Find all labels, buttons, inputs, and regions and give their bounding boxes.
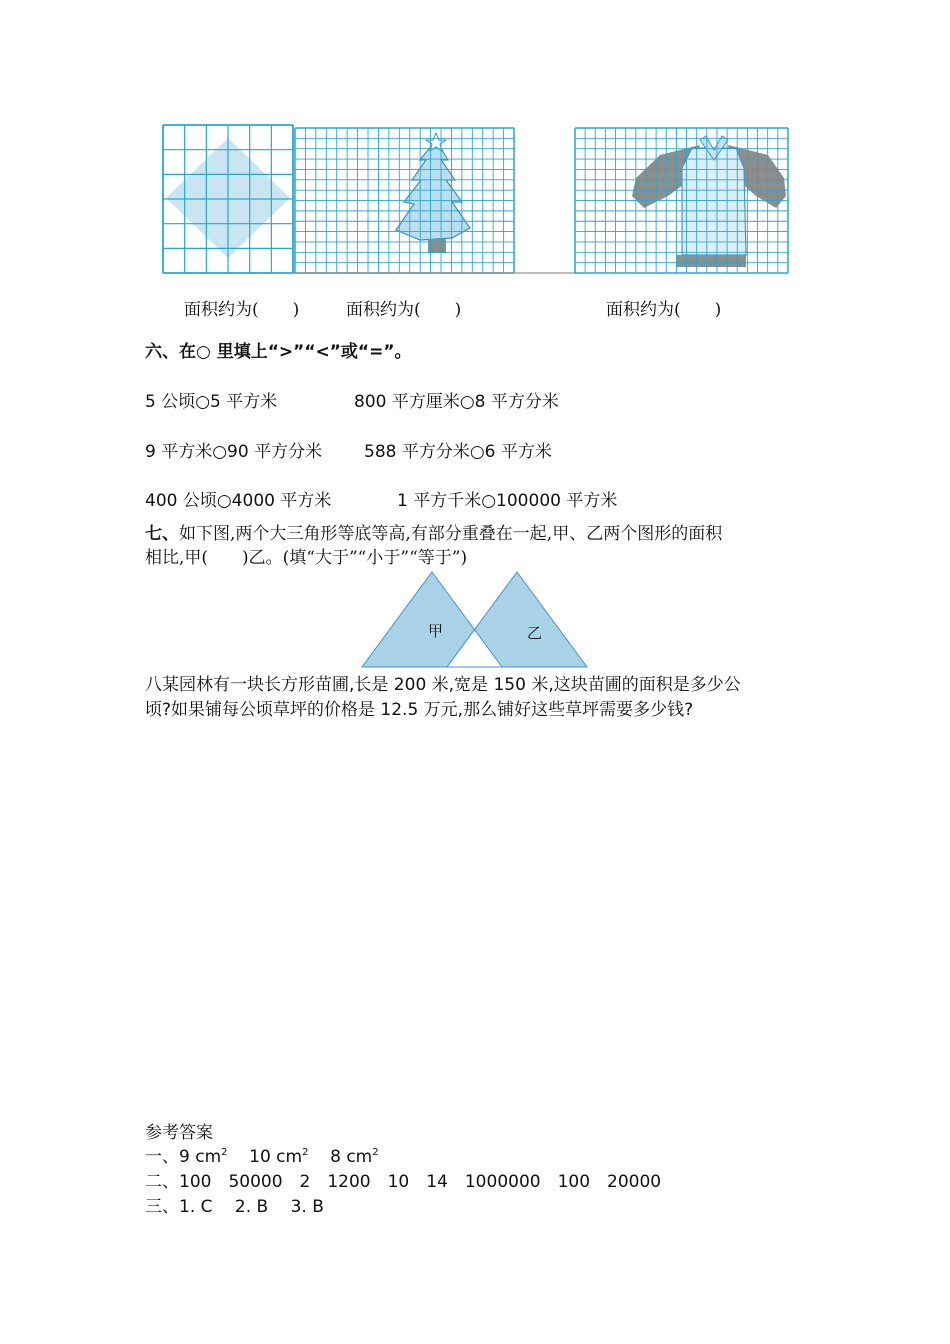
area-label-2: 面积约为( ) [346, 300, 462, 320]
comparison-2a: 9 平方米○90 平方分米 [145, 442, 323, 462]
grid-figure-2 [295, 128, 514, 273]
area-label-3: 面积约为( ) [606, 300, 722, 320]
comparison-3a: 400 公顷○4000 平方米 [145, 491, 332, 511]
section8-line1: 八某园林有一块长方形苗圃,长是 200 米,宽是 150 米,这块苗圃的面积是多少公 [145, 675, 741, 695]
answer-1-item: 10 cm [249, 1147, 303, 1167]
section6-title: 六、在○ 里填上“>”“<”或“=”。 [145, 342, 412, 362]
grid-figure-1 [163, 125, 293, 273]
answer-1-item: 8 cm [330, 1147, 373, 1167]
answer-row-1 [145, 1146, 379, 1168]
section7-prefix: 七、 [145, 524, 179, 544]
answer-1-item: 9 cm [179, 1147, 222, 1167]
answer-row-1-prefix: 一、 [145, 1147, 179, 1167]
section7-line2: 相比,甲( )乙。(填“大于”“小于”“等于”) [145, 548, 468, 568]
comparison-3b: 1 平方千米○100000 平方米 [397, 491, 618, 511]
jacket-body [682, 148, 746, 255]
superscript: 2 [302, 1147, 309, 1158]
answer-row-2: 二、100 50000 2 1200 10 14 1000000 100 20000 [145, 1172, 662, 1192]
area-label-1: 面积约为( ) [184, 300, 300, 320]
answer-row-3: 三、1. C 2. B 3. B [145, 1197, 324, 1217]
answers-title: 参考答案 [145, 1123, 213, 1143]
grid-figure-3 [575, 128, 788, 273]
comparison-1a: 5 公顷○5 平方米 [145, 392, 278, 412]
grid-figures [0, 0, 950, 290]
comparison-1b: 800 平方厘米○8 平方分米 [354, 392, 559, 412]
comparison-2b: 588 平方分米○6 平方米 [364, 442, 552, 462]
superscript: 2 [372, 1147, 379, 1158]
superscript: 2 [221, 1147, 228, 1158]
section7-text1: 如下图,两个大三角形等底等高,有部分重叠在一起,甲、乙两个图形的面积 [179, 524, 723, 544]
triangles-figure [0, 565, 950, 675]
label-jia: 甲 [428, 622, 444, 640]
label-yi: 乙 [527, 624, 543, 642]
section7-line1 [145, 523, 722, 545]
section8-line2: 顷?如果铺每公顷草坪的价格是 12.5 万元,那么铺好这些草坪需要多少钱? [145, 700, 694, 720]
